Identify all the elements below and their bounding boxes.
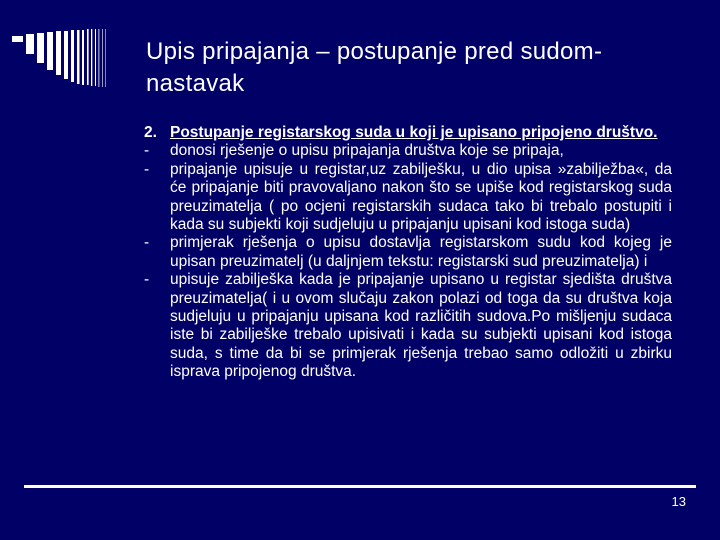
- section-heading: [144, 124, 672, 142]
- list-item: [144, 161, 672, 235]
- list-item: [144, 271, 672, 381]
- page-number: 13: [671, 494, 686, 509]
- list-item-text: pripajanje upisuje u registar,uz zabilješku, u dio upisa »zabilježba«, da će pripajanje biti pravovaljano nakon što se upiše kod registarskog suda preuzimatelja ( po ocjeni registarskih sudaca tako bi trebalo postupiti i kada su subjekti koji sudjeluju u pripajanju upisani kod istoga suda): [170, 160, 672, 234]
- slide-title: Upis pripajanja – postupanje pred sudom- nastavak: [146, 38, 603, 97]
- list-item: [144, 142, 672, 160]
- decorative-bars: [12, 28, 162, 88]
- list-item-text: donosi rješenje o upisu pripajanja društva koje se pripaja,: [170, 142, 564, 160]
- heading-number: 2.: [144, 124, 157, 141]
- list-bullet: -: [144, 142, 150, 160]
- footer-divider: [24, 485, 696, 488]
- list-bullet: -: [144, 160, 150, 178]
- list-item-text: primjerak rješenja o upisu dostavlja registarskom sudu kod kojeg je upisan preuzimatelj (u daljnjem tekstu: registarski sud preuzimatelja) i: [170, 234, 672, 270]
- list-bullet: -: [144, 234, 150, 252]
- list-item-text: upisuje zabilješka kada je pripajanje upisano u registar sjedišta društva preuzimatelja( i u ovom slučaju zakon polazi od toga da su društva koja sudjeluju u pripajanju upisana kod različitih sudova.Po mišljenju sudaca iste bi zabilješke trebalo upisivati i kada su subjekti upisani kod istoga suda, s time da bi se primjerak rješenja trebao samo odložiti u zbirku isprava pripojenog društva.: [170, 271, 672, 381]
- slide-body: [144, 124, 672, 382]
- list-bullet: -: [144, 271, 150, 289]
- heading-text: Postupanje registarskog suda u koji je upisano pripojeno društvo.: [170, 124, 658, 141]
- list-item: [144, 234, 672, 271]
